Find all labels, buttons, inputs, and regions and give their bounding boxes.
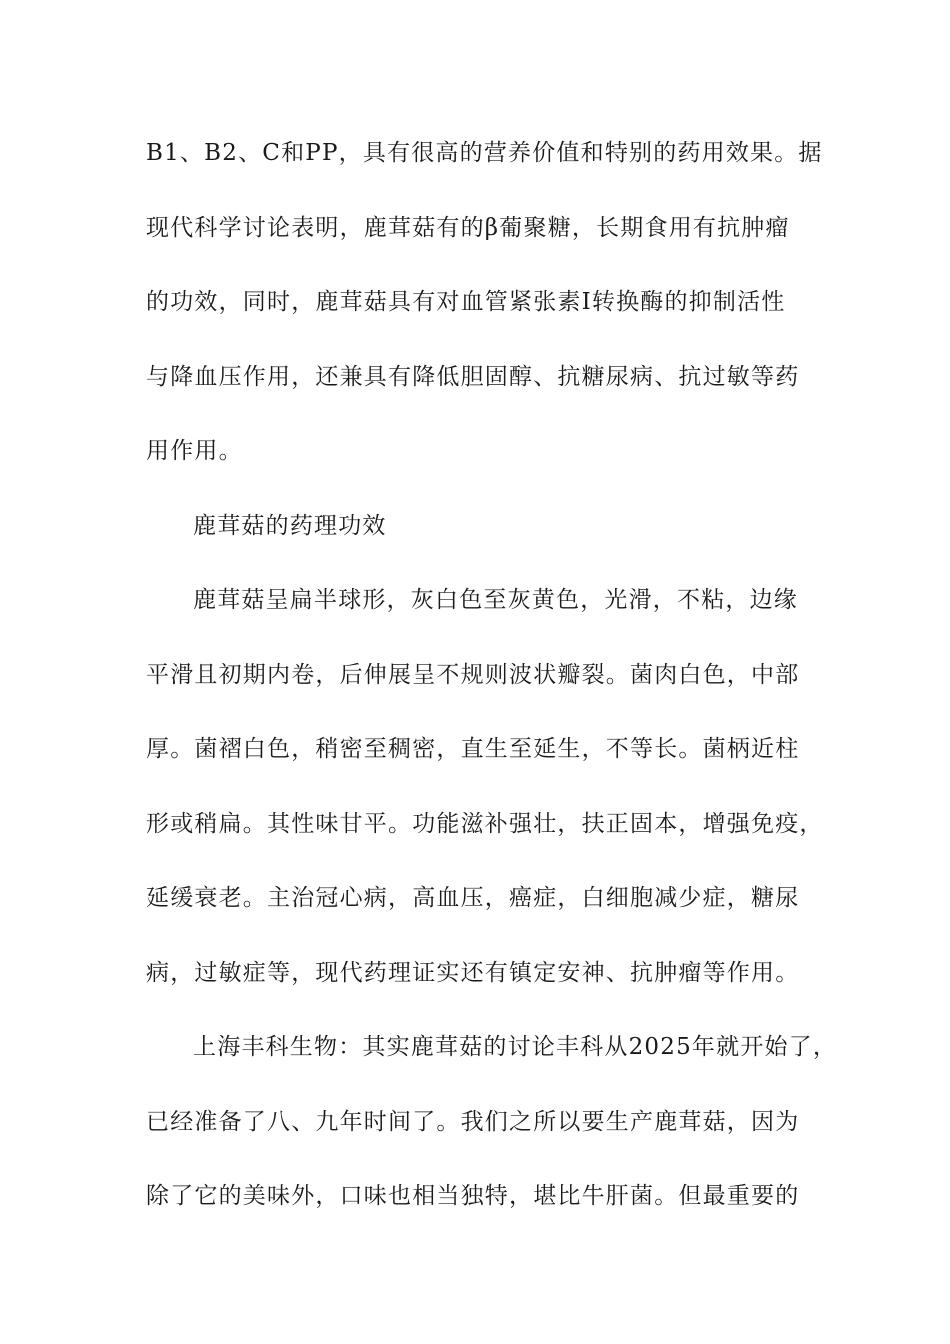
- text-line: 形或稍扁。其性味甘平。功能滋补强壮，扶正固本，增强免疫，: [146, 810, 824, 837]
- text-line: 病，过敏症等，现代药理证实还有镇定安神、抗肿瘤等作用。: [146, 959, 800, 986]
- text-line: 用作用。: [146, 438, 243, 464]
- text-line: 与降血压作用，还兼具有降低胆固醇、抗糖尿病、抗过敏等药: [146, 363, 800, 390]
- text-line: 现代科学讨论表明，鹿茸菇有的β葡聚糖，长期食用有抗肿瘤: [146, 214, 790, 241]
- text-line: 的功效，同时，鹿茸菇具有对血管紧张素Ⅰ转换酶的抑制活性: [146, 289, 786, 315]
- text-line: B1、B2、C和PP，具有很高的营养价值和特别的药用效果。据: [146, 140, 823, 166]
- body-text: [146, 128, 838, 1246]
- text-line: 厚。菌褶白色，稍密至稠密，直生至延生，不等长。菌柄近柱: [146, 736, 800, 762]
- text-line: 鹿茸菇呈扁半球形，灰白色至灰黄色，光滑，不粘，边缘: [193, 587, 798, 613]
- text-line: 延缓衰老。主治冠心病，高血压，癌症，白细胞减少症，糖尿: [146, 885, 800, 911]
- text-line: 已经准备了八、九年时间了。我们之所以要生产鹿茸菇，因为: [146, 1108, 800, 1135]
- text-line: 除了它的美味外，口味也相当独特，堪比牛肝菌。但最重要的: [146, 1183, 800, 1209]
- section-heading: 鹿茸菇的药理功效: [193, 512, 387, 539]
- text-line: 上海丰科生物：其实鹿茸菇的讨论丰科从2025年就开始了，: [193, 1034, 838, 1060]
- text-line: 平滑且初期内卷，后伸展呈不规则波状瓣裂。菌肉白色，中部: [146, 661, 800, 688]
